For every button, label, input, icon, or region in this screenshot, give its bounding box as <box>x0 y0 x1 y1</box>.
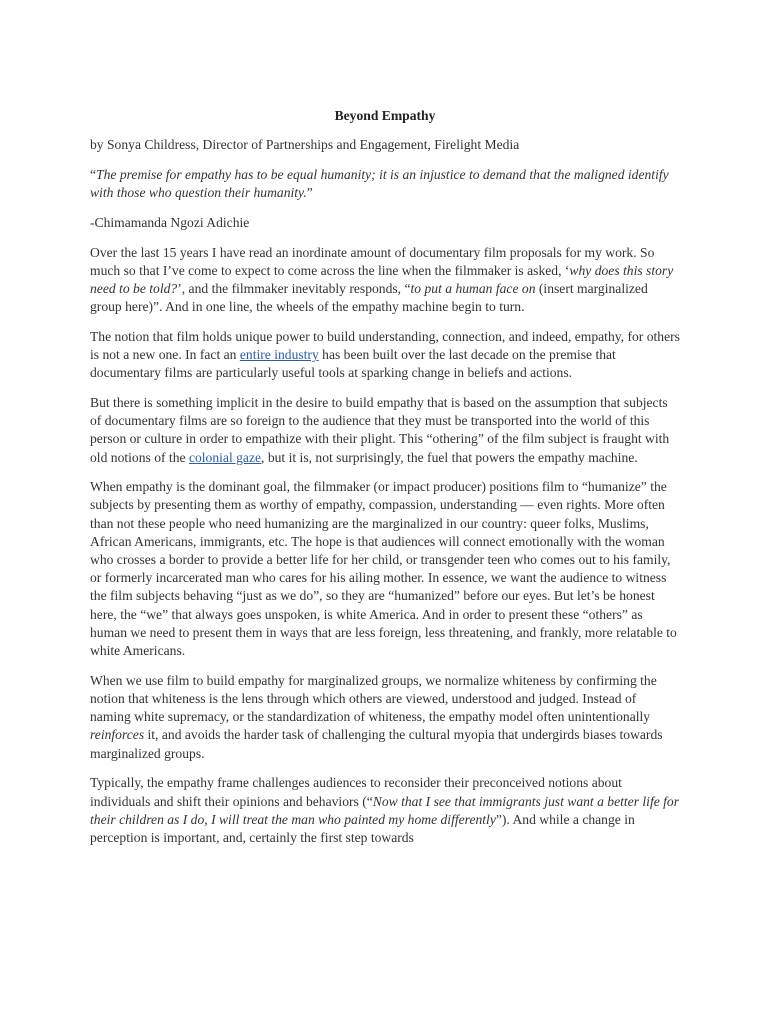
quote-open-mark: “ <box>90 166 97 182</box>
paragraph-1-text-c: ’, and the filmmaker inevitably responds, “ <box>177 280 411 296</box>
document-title: Beyond Empathy <box>334 108 436 123</box>
paragraph-1 <box>90 244 680 317</box>
paragraph-5-text-a: When we use film to build empathy for marginalized groups, we normalize whiteness by confirming the notion that whiteness is the lens through which others are viewed, understood and judged. Instead of naming white supremacy, or the standardization of whiteness, the empathy model often unintentionally <box>90 672 657 725</box>
paragraph-2-text-a: The notion that film holds unique power to build understanding, connection, and indeed, empathy, for others is not a new one. In fact an <box>90 328 680 363</box>
colonial-gaze-link[interactable]: colonial gaze <box>188 449 262 465</box>
paragraph-6-text-c: ”). And while a change in perception is important, and, certainly the first step towards <box>90 811 635 845</box>
paragraph-3 <box>90 394 680 467</box>
paragraph-5-italic-reinforces: reinforces <box>90 727 145 743</box>
quote-attribution: -Chimamanda Ngozi Adichie <box>90 214 250 230</box>
epigraph-quote <box>90 166 680 202</box>
paragraph-3-text-a: But there is something implicit in the desire to build empathy that is based on the assumption that subjects of documentary films are so foreign to the audience that they must be transported into the world of this person or culture in order to empathize with their plight. This “othering” of the film subject is fraught with old notions of the <box>90 394 670 465</box>
paragraph-5 <box>90 672 680 763</box>
paragraph-3-text-b: , but it is, not surprisingly, the fuel that powers the empathy machine. <box>261 449 638 465</box>
paragraph-6 <box>90 774 680 847</box>
paragraph-2 <box>90 328 680 383</box>
paragraph-4: When empathy is the dominant goal, the filmmaker (or impact producer) positions film to “humanize” the subjects by presenting them as worthy of empathy, compassion, understanding — even rights. More often than not these people who need humanizing are the marginalized in our country: queer folks, Muslims, African Americans, immigrants, etc. The hope is that audiences will connect emotionally with the woman who crosses a border to provide a better life for her child, or transgender teen who comes out to his family, or formerly incarcerated man who cares for his ailing mother. In essence, we want the audience to witness the film subjects behaving “just as we do”, so they are “humanized” before our eyes. But let’s be honest here, the “we” that always goes unspoken, is white America. And in order to present these “others” as human we need to present them in ways that are less foreign, less threatening, and frankly, more relatable to white Americans. <box>90 479 677 659</box>
document-page <box>90 107 680 859</box>
quote-text: The premise for empathy has to be equal humanity; it is an injustice to demand that the maligned identify with those who question their humanity. <box>90 166 669 201</box>
paragraph-1-text-e: (insert marginalized group here)”. And in one line, the wheels of the empathy machine begin to turn. <box>90 280 648 315</box>
paragraph-1-italic-question: why does this story need to be told? <box>90 262 674 296</box>
paragraph-5-text-c: it, and avoids the harder task of challenging the cultural myopia that undergirds biases towards marginalized groups. <box>90 727 663 761</box>
paragraph-6-text-a: Typically, the empathy frame challenges audiences to reconsider their preconceived notions about individuals and shift their opinions and behaviors (“ <box>90 775 622 809</box>
paragraph-2-text-b: has been built over the last decade on the premise that documentary films are particularly useful tools at sparking change in beliefs and actions. <box>90 347 616 381</box>
entire-industry-link[interactable]: entire industry <box>239 347 319 363</box>
byline: by Sonya Childress, Director of Partnerships and Engagement, Firelight Media <box>90 137 520 153</box>
quote-close-mark: ” <box>306 185 313 201</box>
paragraph-6-italic-quote: Now that I see that immigrants just want a better life for their children as I do, I will treat the man who painted my home differently <box>90 793 680 827</box>
paragraph-1-italic-response: to put a human face on <box>410 280 536 296</box>
paragraph-1-text-a: Over the last 15 years I have read an inordinate amount of documentary film proposals for my work. So much so that I’ve come to expect to come across the line when the filmmaker is asked, ‘ <box>90 244 655 278</box>
